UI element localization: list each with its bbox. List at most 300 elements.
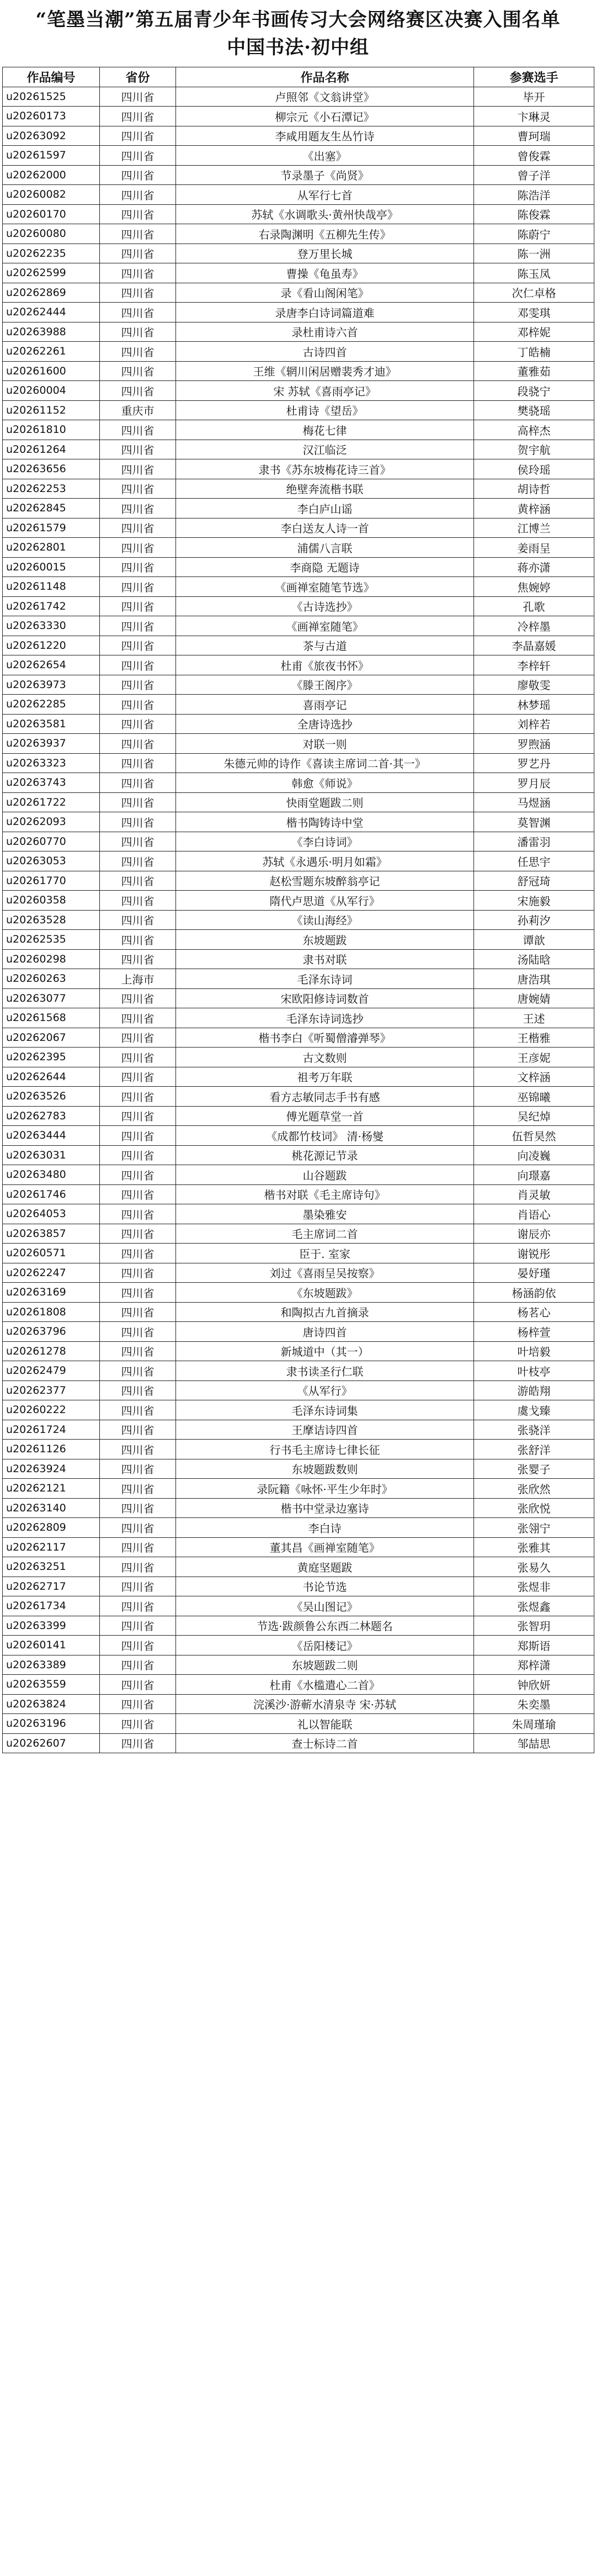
cell-code: u20262093 [3, 812, 100, 832]
cell-code: u20262809 [3, 1518, 100, 1538]
cell-contestant: 吴纪焯 [474, 1106, 594, 1126]
page-title: “笔墨当潮”第五届青少年书画传习大会网络赛区决赛入围名单 [35, 8, 561, 31]
cell-code: u20260170 [3, 204, 100, 224]
cell-contestant: 刘梓若 [474, 714, 594, 734]
cell-code: u20262235 [3, 244, 100, 263]
cell-work-title: 李咸用题友生丛竹诗 [176, 126, 474, 146]
table-row [3, 1302, 594, 1322]
cell-province: 四川省 [100, 538, 176, 558]
cell-contestant: 孙莉汐 [474, 910, 594, 930]
cell-province: 四川省 [100, 146, 176, 166]
cell-contestant: 张易久 [474, 1557, 594, 1577]
cell-code: u20263937 [3, 734, 100, 754]
cell-province: 四川省 [100, 695, 176, 715]
cell-code: u20260571 [3, 1244, 100, 1263]
table-row [3, 146, 594, 166]
cell-province: 四川省 [100, 1361, 176, 1381]
cell-code: u20263581 [3, 714, 100, 734]
table-row [3, 1380, 594, 1400]
cell-work-title: 桃花源记节录 [176, 1145, 474, 1165]
cell-work-title: 董其昌《画禅室随笔》 [176, 1537, 474, 1557]
table-row [3, 1165, 594, 1185]
cell-province: 四川省 [100, 1184, 176, 1204]
cell-code: u20262801 [3, 538, 100, 558]
table-row [3, 753, 594, 773]
table-row [3, 1224, 594, 1244]
cell-province: 四川省 [100, 244, 176, 263]
cell-code: u20260015 [3, 557, 100, 577]
cell-code: u20261152 [3, 400, 100, 420]
cell-work-title: 古文数则 [176, 1048, 474, 1067]
table-row [3, 1420, 594, 1440]
cell-contestant: 谢锐彤 [474, 1244, 594, 1263]
cell-contestant: 虞戈臻 [474, 1400, 594, 1420]
cell-contestant: 陈玉凤 [474, 263, 594, 283]
cell-code: u20261734 [3, 1596, 100, 1616]
cell-code: u20263480 [3, 1165, 100, 1185]
cell-work-title: 节录墨子《尚贤》 [176, 165, 474, 185]
cell-code: u20263251 [3, 1557, 100, 1577]
cell-contestant: 伍哲昊然 [474, 1126, 594, 1146]
cell-code: u20262783 [3, 1106, 100, 1126]
header-work: 作品名称 [176, 67, 474, 87]
cell-code: u20263323 [3, 753, 100, 773]
cell-work-title: 《滕王阁序》 [176, 675, 474, 695]
cell-work-title: 礼以智能联 [176, 1714, 474, 1734]
cell-work-title: 东坡题跋二则 [176, 1655, 474, 1675]
cell-contestant: 李梓轩 [474, 655, 594, 675]
table-row [3, 224, 594, 244]
table-row [3, 1361, 594, 1381]
cell-province: 四川省 [100, 832, 176, 851]
cell-contestant: 张欣悦 [474, 1498, 594, 1518]
cell-code: u20260082 [3, 185, 100, 205]
header-contestant: 参赛选手 [474, 67, 594, 87]
table-row [3, 420, 594, 440]
cell-contestant: 张翎宁 [474, 1518, 594, 1538]
cell-code: u20262479 [3, 1361, 100, 1381]
table-header-row [3, 67, 594, 87]
table-row [3, 812, 594, 832]
table-row [3, 577, 594, 597]
cell-province: 四川省 [100, 1733, 176, 1753]
cell-province: 四川省 [100, 1675, 176, 1695]
table-row [3, 1106, 594, 1126]
cell-code: u20262377 [3, 1380, 100, 1400]
cell-work-title: 梅花七律 [176, 420, 474, 440]
cell-work-title: 苏轼《永遇乐·明月如霜》 [176, 851, 474, 871]
cell-code: u20262117 [3, 1537, 100, 1557]
cell-code: u20263924 [3, 1459, 100, 1479]
cell-contestant: 陈一洲 [474, 244, 594, 263]
cell-contestant: 焦婉婷 [474, 577, 594, 597]
table-row [3, 303, 594, 322]
table-row [3, 1283, 594, 1303]
cell-work-title: 毛泽东诗词 [176, 969, 474, 989]
cell-work-title: 祖考万年联 [176, 1067, 474, 1087]
cell-contestant: 曹珂瑞 [474, 126, 594, 146]
table-row [3, 1126, 594, 1146]
cell-work-title: 山谷题跋 [176, 1165, 474, 1185]
cell-code: u20260004 [3, 381, 100, 401]
cell-contestant: 晏妤瑾 [474, 1263, 594, 1283]
cell-code: u20260080 [3, 224, 100, 244]
cell-code: u20260222 [3, 1400, 100, 1420]
table-row [3, 1636, 594, 1655]
cell-code: u20261579 [3, 518, 100, 538]
cell-province: 四川省 [100, 871, 176, 891]
cell-code: u20261770 [3, 871, 100, 891]
cell-code: u20263444 [3, 1126, 100, 1146]
cell-province: 四川省 [100, 655, 176, 675]
cell-work-title: 毛泽东诗词选抄 [176, 1008, 474, 1028]
cell-province: 四川省 [100, 283, 176, 303]
cell-province: 四川省 [100, 440, 176, 459]
cell-code: u20262121 [3, 1479, 100, 1499]
cell-province: 四川省 [100, 263, 176, 283]
cell-code: u20263526 [3, 1087, 100, 1107]
cell-work-title: 全唐诗选抄 [176, 714, 474, 734]
cell-contestant: 马煜涵 [474, 792, 594, 812]
cell-code: u20261810 [3, 420, 100, 440]
cell-contestant: 贺宇航 [474, 440, 594, 459]
cell-contestant: 宋施毅 [474, 891, 594, 911]
cell-code: u20261722 [3, 792, 100, 812]
cell-province: 四川省 [100, 1694, 176, 1714]
table-row [3, 1694, 594, 1714]
table-row [3, 499, 594, 519]
cell-work-title: 苏轼《水调歌头·黄州快哉亭》 [176, 204, 474, 224]
table-row [3, 1400, 594, 1420]
cell-code: u20262644 [3, 1067, 100, 1087]
cell-contestant: 叶培毅 [474, 1341, 594, 1361]
cell-code: u20263077 [3, 988, 100, 1008]
cell-province: 四川省 [100, 734, 176, 754]
cell-work-title: 《岳阳楼记》 [176, 1636, 474, 1655]
table-row [3, 675, 594, 695]
cell-code: u20263330 [3, 616, 100, 636]
cell-contestant: 段骁宁 [474, 381, 594, 401]
cell-province: 四川省 [100, 773, 176, 793]
table-row [3, 1655, 594, 1675]
cell-work-title: 《画禅室随笔》 [176, 616, 474, 636]
cell-province: 四川省 [100, 1577, 176, 1596]
cell-contestant: 丁皓楠 [474, 342, 594, 362]
cell-code: u20263389 [3, 1655, 100, 1675]
cell-province: 四川省 [100, 1224, 176, 1244]
cell-contestant: 姜雨呈 [474, 538, 594, 558]
cell-contestant: 黄梓涵 [474, 499, 594, 519]
cell-contestant: 谭歆 [474, 930, 594, 950]
cell-province: 四川省 [100, 949, 176, 969]
cell-province: 四川省 [100, 1616, 176, 1636]
cell-code: u20263973 [3, 675, 100, 695]
cell-work-title: 李商隐 无题诗 [176, 557, 474, 577]
cell-province: 四川省 [100, 1557, 176, 1577]
cell-code: u20263796 [3, 1322, 100, 1342]
cell-contestant: 钟欣妍 [474, 1675, 594, 1695]
table-row [3, 1577, 594, 1596]
table-row [3, 1341, 594, 1361]
cell-code: u20261264 [3, 440, 100, 459]
cell-contestant: 叶枝亭 [474, 1361, 594, 1381]
cell-code: u20260173 [3, 107, 100, 126]
cell-contestant: 文梓涵 [474, 1067, 594, 1087]
cell-work-title: 李白诗 [176, 1518, 474, 1538]
cell-province: 四川省 [100, 1479, 176, 1499]
cell-province: 四川省 [100, 381, 176, 401]
cell-work-title: 楷书李白《听蜀僧濬弹琴》 [176, 1028, 474, 1048]
cell-work-title: 《古诗选抄》 [176, 596, 474, 616]
cell-code: u20262000 [3, 165, 100, 185]
cell-province: 四川省 [100, 1165, 176, 1185]
table-body [3, 87, 594, 1753]
cell-contestant: 王彦妮 [474, 1048, 594, 1067]
cell-work-title: 宋欧阳修诗词数首 [176, 988, 474, 1008]
cell-contestant: 郑梓潇 [474, 1655, 594, 1675]
cell-work-title: 从军行七首 [176, 185, 474, 205]
cell-code: u20260358 [3, 891, 100, 911]
table-row [3, 1596, 594, 1616]
cell-province: 四川省 [100, 1420, 176, 1440]
cell-work-title: 《李白诗词》 [176, 832, 474, 851]
cell-contestant: 廖敬雯 [474, 675, 594, 695]
cell-work-title: 墨染雅安 [176, 1204, 474, 1224]
cell-province: 四川省 [100, 126, 176, 146]
cell-province: 四川省 [100, 675, 176, 695]
table-row [3, 165, 594, 185]
cell-work-title: 唐诗四首 [176, 1322, 474, 1342]
cell-code: u20261220 [3, 636, 100, 655]
cell-code: u20261525 [3, 87, 100, 107]
cell-contestant: 莫智渊 [474, 812, 594, 832]
cell-work-title: 录杜甫诗六首 [176, 322, 474, 342]
cell-province: 四川省 [100, 1440, 176, 1459]
cell-province: 四川省 [100, 1067, 176, 1087]
cell-contestant: 毕开 [474, 87, 594, 107]
cell-code: u20261746 [3, 1184, 100, 1204]
cell-province: 四川省 [100, 891, 176, 911]
cell-province: 四川省 [100, 499, 176, 519]
cell-work-title: 杜甫《旅夜书怀》 [176, 655, 474, 675]
cell-contestant: 游皓翔 [474, 1380, 594, 1400]
cell-work-title: 汉江临泛 [176, 440, 474, 459]
cell-contestant: 杨涵韵依 [474, 1283, 594, 1303]
table-row [3, 930, 594, 950]
cell-work-title: 《吴山图记》 [176, 1596, 474, 1616]
cell-code: u20263988 [3, 322, 100, 342]
cell-contestant: 张欣然 [474, 1479, 594, 1499]
cell-code: u20262654 [3, 655, 100, 675]
cell-contestant: 杨梓萱 [474, 1322, 594, 1342]
cell-work-title: 登万里长城 [176, 244, 474, 263]
table-row [3, 87, 594, 107]
cell-province: 四川省 [100, 204, 176, 224]
cell-contestant: 肖灵敏 [474, 1184, 594, 1204]
cell-code: u20262607 [3, 1733, 100, 1753]
cell-work-title: 毛泽东诗词集 [176, 1400, 474, 1420]
cell-province: 四川省 [100, 1537, 176, 1557]
cell-work-title: 《成都竹枝词》 清·杨燮 [176, 1126, 474, 1146]
table-row [3, 107, 594, 126]
cell-code: u20262261 [3, 342, 100, 362]
cell-code: u20262285 [3, 695, 100, 715]
page-subtitle: 中国书法·初中组 [227, 36, 369, 59]
cell-code: u20261742 [3, 596, 100, 616]
cell-contestant: 张婴子 [474, 1459, 594, 1479]
cell-province: 四川省 [100, 636, 176, 655]
cell-contestant: 舒冠琦 [474, 871, 594, 891]
cell-work-title: 楷书陶铸诗中堂 [176, 812, 474, 832]
table-row [3, 440, 594, 459]
cell-work-title: 对联一则 [176, 734, 474, 754]
table-row [3, 1479, 594, 1499]
table-row [3, 1204, 594, 1224]
cell-code: u20262599 [3, 263, 100, 283]
cell-province: 四川省 [100, 616, 176, 636]
cell-work-title: 《从军行》 [176, 1380, 474, 1400]
cell-province: 四川省 [100, 1263, 176, 1283]
table-row [3, 126, 594, 146]
cell-province: 四川省 [100, 714, 176, 734]
cell-contestant: 王楷雅 [474, 1028, 594, 1048]
table-row [3, 557, 594, 577]
table-row [3, 1322, 594, 1342]
cell-contestant: 胡诗哲 [474, 479, 594, 499]
table-row [3, 1675, 594, 1695]
table-row [3, 400, 594, 420]
cell-contestant: 李晶嘉媛 [474, 636, 594, 655]
cell-code: u20262067 [3, 1028, 100, 1048]
table-row [3, 596, 594, 616]
cell-province: 四川省 [100, 322, 176, 342]
table-row [3, 695, 594, 715]
cell-contestant: 江博兰 [474, 518, 594, 538]
cell-code: u20263656 [3, 459, 100, 479]
cell-province: 四川省 [100, 1322, 176, 1342]
cell-code: u20262444 [3, 303, 100, 322]
table-row [3, 518, 594, 538]
cell-province: 四川省 [100, 1380, 176, 1400]
cell-code: u20261568 [3, 1008, 100, 1028]
cell-work-title: 浣溪沙·游蕲水清泉寺 宋·苏轼 [176, 1694, 474, 1714]
cell-code: u20261278 [3, 1341, 100, 1361]
cell-contestant: 张煜非 [474, 1577, 594, 1596]
title-block [0, 0, 596, 67]
cell-code: u20261808 [3, 1302, 100, 1322]
cell-province: 四川省 [100, 224, 176, 244]
cell-code: u20262247 [3, 1263, 100, 1283]
cell-work-title: 喜雨亭记 [176, 695, 474, 715]
table-row [3, 871, 594, 891]
cell-code: u20263857 [3, 1224, 100, 1244]
cell-province: 四川省 [100, 303, 176, 322]
cell-work-title: 东坡题跋数则 [176, 1459, 474, 1479]
table-row [3, 891, 594, 911]
cell-work-title: 李白庐山谣 [176, 499, 474, 519]
table-row [3, 1498, 594, 1518]
cell-code: u20263169 [3, 1283, 100, 1303]
cell-province: 四川省 [100, 165, 176, 185]
table-row [3, 185, 594, 205]
cell-contestant: 唐浩琪 [474, 969, 594, 989]
cell-work-title: 节选·跋颜鲁公东西二林题名 [176, 1616, 474, 1636]
cell-province: 上海市 [100, 969, 176, 989]
cell-province: 四川省 [100, 1655, 176, 1675]
table-row [3, 949, 594, 969]
cell-work-title: 柳宗元《小石潭记》 [176, 107, 474, 126]
cell-code: u20263399 [3, 1616, 100, 1636]
cell-contestant: 张智玥 [474, 1616, 594, 1636]
table-row [3, 1263, 594, 1283]
cell-work-title: 查士标诗二首 [176, 1733, 474, 1753]
cell-code: u20262395 [3, 1048, 100, 1067]
cell-work-title: 右录陶渊明《五柳先生传》 [176, 224, 474, 244]
cell-province: 四川省 [100, 1714, 176, 1734]
cell-contestant: 巫锦曦 [474, 1087, 594, 1107]
table-row [3, 851, 594, 871]
cell-province: 四川省 [100, 1145, 176, 1165]
cell-work-title: 快雨堂题跋二则 [176, 792, 474, 812]
cell-contestant: 王述 [474, 1008, 594, 1028]
table-row [3, 1184, 594, 1204]
cell-code: u20263031 [3, 1145, 100, 1165]
cell-work-title: 行书毛主席诗七律长征 [176, 1440, 474, 1459]
cell-contestant: 郑斯语 [474, 1636, 594, 1655]
cell-work-title: 东坡题跋 [176, 930, 474, 950]
cell-work-title: 录唐李白诗词篇道难 [176, 303, 474, 322]
table-row [3, 714, 594, 734]
cell-contestant: 朱周瑾瑜 [474, 1714, 594, 1734]
cell-province: 四川省 [100, 1087, 176, 1107]
cell-contestant: 孔歌 [474, 596, 594, 616]
cell-work-title: 楷书对联《毛主席诗句》 [176, 1184, 474, 1204]
table-row [3, 1616, 594, 1636]
cell-province: 四川省 [100, 1204, 176, 1224]
cell-province: 四川省 [100, 1126, 176, 1146]
cell-work-title: 朱德元帅的诗作《喜读主席词二首·其一》 [176, 753, 474, 773]
cell-province: 四川省 [100, 1106, 176, 1126]
cell-contestant: 董雅茹 [474, 361, 594, 381]
table-row [3, 832, 594, 851]
table-row [3, 1440, 594, 1459]
cell-contestant: 张舒洋 [474, 1440, 594, 1459]
cell-code: u20261600 [3, 361, 100, 381]
table-row [3, 1714, 594, 1734]
cell-contestant: 潘雷羽 [474, 832, 594, 851]
header-code: 作品编号 [3, 67, 100, 87]
table-row [3, 636, 594, 655]
cell-work-title: 杜甫诗《望岳》 [176, 400, 474, 420]
cell-province: 四川省 [100, 577, 176, 597]
cell-province: 四川省 [100, 557, 176, 577]
cell-contestant: 侯玲瑶 [474, 459, 594, 479]
cell-code: u20262535 [3, 930, 100, 950]
table-row [3, 204, 594, 224]
table-row [3, 263, 594, 283]
cell-province: 四川省 [100, 910, 176, 930]
cell-work-title: 《出塞》 [176, 146, 474, 166]
table-row [3, 1459, 594, 1479]
cell-code: u20263824 [3, 1694, 100, 1714]
table-row [3, 1067, 594, 1087]
cell-code: u20263559 [3, 1675, 100, 1695]
cell-province: 四川省 [100, 1498, 176, 1518]
cell-contestant: 张煜鑫 [474, 1596, 594, 1616]
cell-work-title: 隶书对联 [176, 949, 474, 969]
cell-contestant: 陈俊霖 [474, 204, 594, 224]
cell-code: u20260298 [3, 949, 100, 969]
